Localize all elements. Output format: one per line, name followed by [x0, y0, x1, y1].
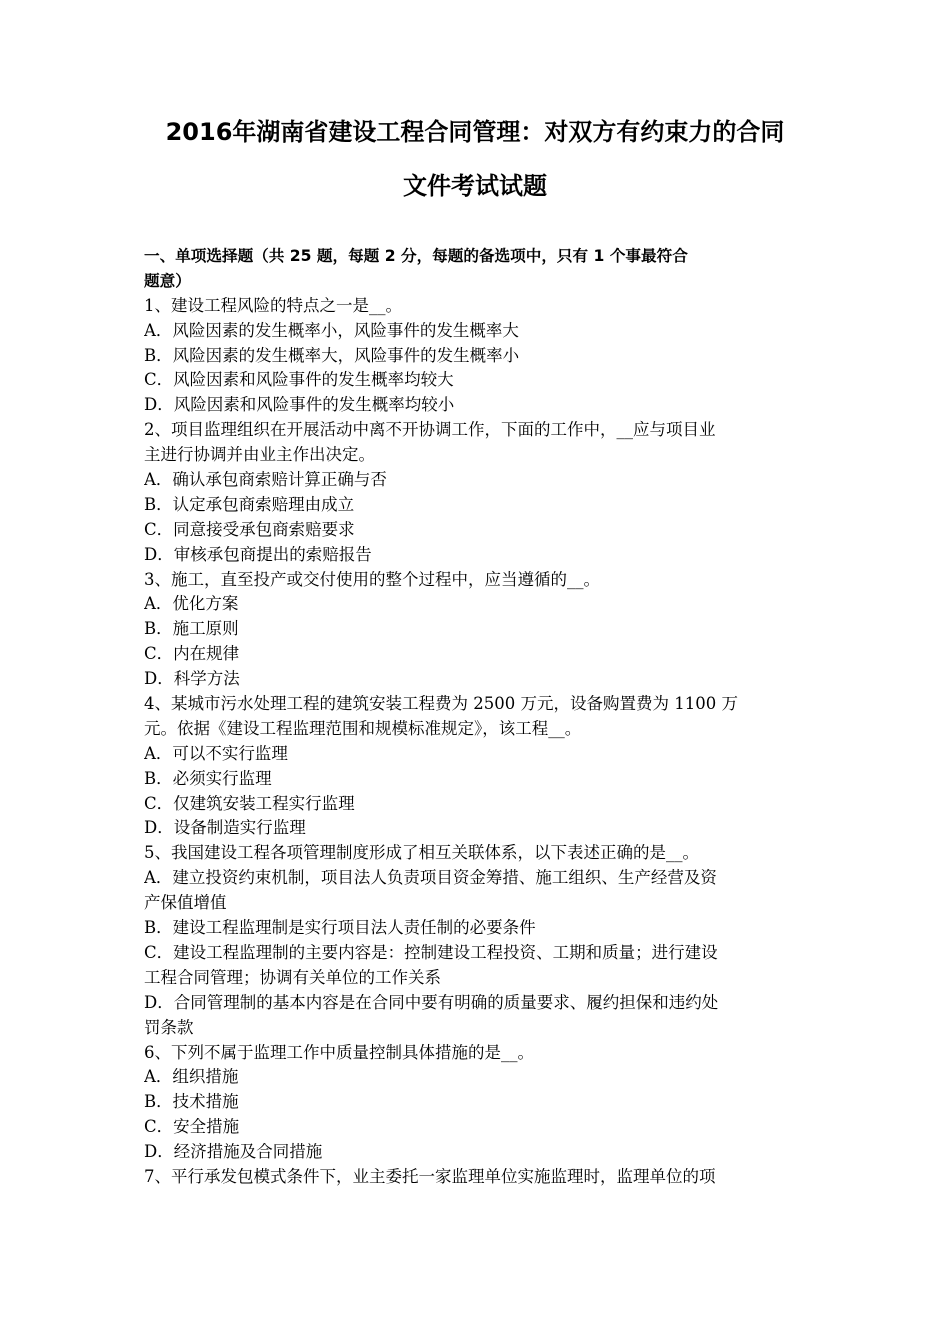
answer-option-line: C．仅建筑安装工程实行监理 — [144, 793, 355, 813]
answer-option-line: B．施工原则 — [144, 619, 239, 639]
question-item — [144, 692, 810, 841]
answer-option-line: B．建设工程监理制是实行项目法人责任制的必要条件 — [144, 918, 536, 938]
section-heading — [144, 244, 810, 294]
answer-option-line: A．可以不实行监理 — [144, 743, 288, 763]
answer-option-line: 产保值增值 — [144, 893, 227, 913]
answer-option-line: A．组织措施 — [144, 1067, 239, 1087]
question-item — [144, 841, 810, 1040]
document-body — [144, 244, 810, 1190]
answer-option-line: A．风险因素的发生概率小，风险事件的发生概率大 — [144, 320, 519, 340]
answer-option-line: C．安全措施 — [144, 1117, 240, 1137]
section-heading-line: 题意） — [144, 271, 191, 290]
answer-option-line: B．必须实行监理 — [144, 768, 272, 788]
answer-option-line: C．内在规律 — [144, 644, 240, 664]
question-stem-line: 5、我国建设工程各项管理制度形成了相互关联体系，以下表述正确的是__。 — [144, 843, 699, 863]
section-heading-line: 一、单项选择题（共 25 题，每题 2 分，每题的备选项中，只有 1 个事最符合 — [144, 247, 688, 265]
question-stem-line: 2、项目监理组织在开展活动中离不开协调工作，下面的工作中，__应与项目业 — [144, 420, 716, 440]
question-item — [144, 568, 810, 692]
answer-option-line: A．优化方案 — [144, 594, 239, 614]
question-stem-line: 主进行协调并由业主作出决定。 — [144, 445, 375, 465]
answer-option-line: D．设备制造实行监理 — [144, 818, 306, 838]
question-item — [144, 1165, 810, 1190]
question-stem-line: 1、建设工程风险的特点之一是__。 — [144, 295, 402, 315]
question-item — [144, 294, 810, 418]
answer-option-line: C．建设工程监理制的主要内容是：控制建设工程投资、工期和质量；进行建设 — [144, 942, 718, 962]
answer-option-line: C．风险因素和风险事件的发生概率均较大 — [144, 370, 454, 390]
document-title-line-1: 2016年湖南省建设工程合同管理：对双方有约束力的合同 — [165, 118, 785, 146]
answer-option-line: B．风险因素的发生概率大，风险事件的发生概率小 — [144, 345, 520, 365]
answer-option-line: B．技术措施 — [144, 1092, 239, 1112]
question-stem-line: 7、平行承发包模式条件下，业主委托一家监理单位实施监理时，监理单位的项 — [144, 1166, 716, 1186]
question-item — [144, 1041, 810, 1165]
answer-option-line: A．确认承包商索赔计算正确与否 — [144, 470, 387, 490]
answer-option-line: D．合同管理制的基本内容是在合同中要有明确的质量要求、履约担保和违约处 — [144, 992, 719, 1012]
answer-option-line: D．审核承包商提出的索赔报告 — [144, 544, 372, 564]
question-stem-line: 3、施工，直至投产或交付使用的整个过程中，应当遵循的__。 — [144, 569, 600, 589]
answer-option-line: D．风险因素和风险事件的发生概率均较小 — [144, 395, 455, 415]
answer-option-line: D．经济措施及合同措施 — [144, 1142, 323, 1162]
question-item — [144, 418, 810, 567]
question-stem-line: 6、下列不属于监理工作中质量控制具体措施的是__。 — [144, 1042, 534, 1062]
answer-option-line: D．科学方法 — [144, 669, 240, 689]
answer-option-line: C．同意接受承包商索赔要求 — [144, 519, 355, 539]
question-stem-line: 元。依据《建设工程监理范围和规模标准规定》，该工程__。 — [144, 718, 582, 738]
answer-option-line: 罚条款 — [144, 1017, 194, 1037]
question-list — [144, 294, 810, 1190]
question-stem-line: 4、某城市污水处理工程的建筑安装工程费为 2500 万元，设备购置费为 1100 万 — [144, 694, 738, 714]
answer-option-line: 工程合同管理；协调有关单位的工作关系 — [144, 967, 441, 987]
answer-option-line: A．建立投资约束机制，项目法人负责项目资金筹措、施工组织、生产经营及资 — [144, 868, 717, 888]
answer-option-line: B．认定承包商索赔理由成立 — [144, 494, 355, 514]
document-title-line-2: 文件考试试题 — [403, 172, 547, 200]
